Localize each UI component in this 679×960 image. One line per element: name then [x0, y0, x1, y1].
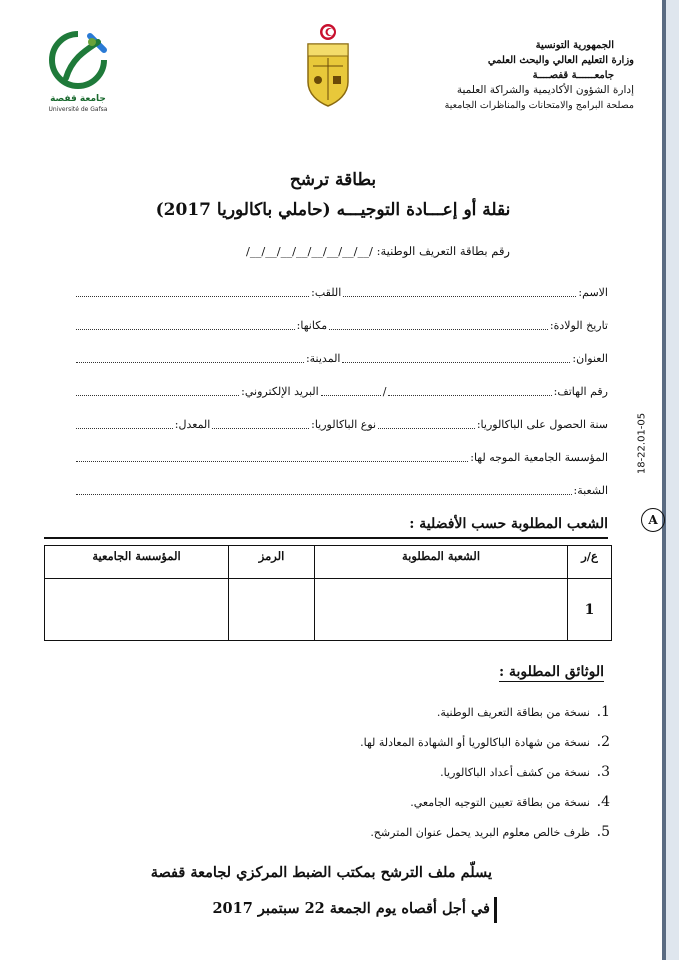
col-num-header: ع/ر	[568, 546, 612, 579]
bac-type-field[interactable]	[212, 420, 309, 429]
bac-year-field[interactable]	[378, 420, 475, 429]
first-name-label: الاسم	[582, 286, 608, 299]
header-line-service: مصلحة البرامج والامتحانات والمناظرات الجامعية	[444, 100, 634, 111]
choices-table	[44, 545, 612, 641]
window-edge	[666, 0, 679, 960]
side-reference-text: 18-22.01-05	[636, 412, 648, 475]
phone-separator: /	[382, 385, 387, 398]
last-name-label: اللقب	[314, 286, 342, 299]
form-row-institution: المؤسسة الجامعية الموجه لها :	[74, 441, 608, 474]
logo-caption-en: Université de Gafsa	[48, 106, 108, 113]
branch-field[interactable]	[76, 486, 572, 495]
city-label: المدينة	[309, 352, 341, 365]
col-code-header: الرمز	[229, 546, 315, 579]
form-row-contact: رقم الهاتف : / البريد الإلكتروني :	[74, 375, 608, 408]
list-item-number: 5.	[596, 824, 610, 840]
email-field[interactable]	[76, 387, 239, 396]
birth-date-label: تاريخ الولادة	[553, 319, 608, 332]
last-name-field[interactable]	[76, 288, 309, 297]
phone-field[interactable]	[388, 387, 551, 396]
list-item	[360, 817, 610, 847]
phone-field-2[interactable]	[321, 387, 381, 396]
average-field[interactable]	[76, 420, 173, 429]
applicant-form	[74, 276, 608, 507]
city-field[interactable]	[76, 354, 304, 363]
list-item-number: 4.	[596, 794, 610, 810]
header-line-republic: الجمهورية التونسية	[535, 40, 614, 51]
list-item	[360, 787, 610, 817]
birth-date-field[interactable]	[329, 321, 548, 330]
side-reference-code	[632, 398, 652, 498]
document-subtitle: نقلة أو إعـــادة التوجيـــه (حاملي باكالوريا 2017)	[155, 200, 511, 220]
list-item-text: نسخة من كشف أعداد الباكالوريا.	[440, 765, 590, 779]
deadline-note: في أجل أقصاه يوم الجمعة 22 سبتمبر 2017	[212, 897, 497, 923]
row-code-cell[interactable]	[229, 579, 315, 641]
form-row-address: العنوان : المدينة :	[74, 342, 608, 375]
documents-list	[360, 697, 610, 847]
form-row-birth: تاريخ الولادة : مكانها :	[74, 309, 608, 342]
document-title: بطاقة ترشح	[289, 170, 377, 190]
address-field[interactable]	[342, 354, 570, 363]
choices-title-rule	[44, 537, 608, 539]
documents-title: الوثائق المطلوبة :	[498, 664, 604, 680]
row-institution-cell[interactable]	[45, 579, 229, 641]
submission-note: يسلّم ملف الترشح بمكتب الضبط المركزي لجامعة قفصة	[150, 864, 492, 881]
phone-label: رقم الهاتف	[557, 385, 608, 398]
logo-caption-ar: جامعة قفصة	[50, 94, 106, 104]
institution-field[interactable]	[76, 453, 468, 462]
list-item	[360, 757, 610, 787]
side-mark: A	[641, 508, 665, 532]
list-item-text: نسخة من بطاقة تعيين التوجيه الجامعي.	[410, 795, 590, 809]
choices-header-row	[45, 546, 612, 579]
branch-label: الشعبة	[577, 484, 608, 497]
list-item	[360, 697, 610, 727]
national-id-label: رقم بطاقة التعريف الوطنية:	[376, 244, 510, 258]
bac-type-label: نوع الباكالوريا	[314, 418, 377, 431]
col-institution-header: المؤسسة الجامعية	[45, 546, 229, 579]
address-label: العنوان	[576, 352, 608, 365]
first-name-field[interactable]	[343, 288, 576, 297]
form-row-branch: الشعبة :	[74, 474, 608, 507]
row-num-cell: 1	[568, 579, 612, 641]
choices-title: الشعب المطلوبة حسب الأفضلية :	[409, 516, 608, 532]
list-item-text: نسخة من بطاقة التعريف الوطنية.	[436, 705, 590, 719]
tunisia-emblem-icon	[303, 22, 353, 110]
ministry-header	[404, 38, 634, 113]
form-row-name: الاسم : اللقب :	[74, 276, 608, 309]
university-logo-icon	[46, 28, 110, 92]
col-branch-header: الشعبة المطلوبة	[315, 546, 568, 579]
birth-place-field[interactable]	[76, 321, 295, 330]
header-line-ministry: وزارة التعليم العالي والبحث العلمي	[487, 55, 634, 66]
birth-place-label: مكانها	[300, 319, 328, 332]
list-item-text: نسخة من شهادة الباكالوريا أو الشهادة المعادلة لها.	[360, 735, 590, 749]
list-item-number: 3.	[596, 764, 610, 780]
national-id-line	[246, 244, 510, 258]
form-row-bac: سنة الحصول على الباكالوريا : نوع الباكالوريا : المعدل :	[74, 408, 608, 441]
email-label: البريد الإلكتروني	[244, 385, 319, 398]
header-line-university: جامعــــــة قفصــــة	[532, 70, 614, 81]
list-item-number: 2.	[596, 734, 610, 750]
institution-label: المؤسسة الجامعية الموجه لها	[473, 451, 608, 464]
list-item-number: 1.	[596, 704, 610, 720]
header-line-directorate: إدارة الشؤون الأكاديمية والشراكة العلمية	[456, 84, 634, 96]
list-item	[360, 727, 610, 757]
table-row	[45, 579, 612, 641]
university-logo	[40, 28, 120, 120]
row-branch-cell[interactable]	[315, 579, 568, 641]
list-item-text: ظرف خالص معلوم البريد يحمل عنوان المترشح.	[370, 825, 590, 839]
average-label: المعدل	[178, 418, 211, 431]
bac-year-label: سنة الحصول على الباكالوريا	[480, 418, 608, 431]
national-id-slots[interactable]: /__/__/__/__/__/__/__/__/	[246, 244, 373, 258]
